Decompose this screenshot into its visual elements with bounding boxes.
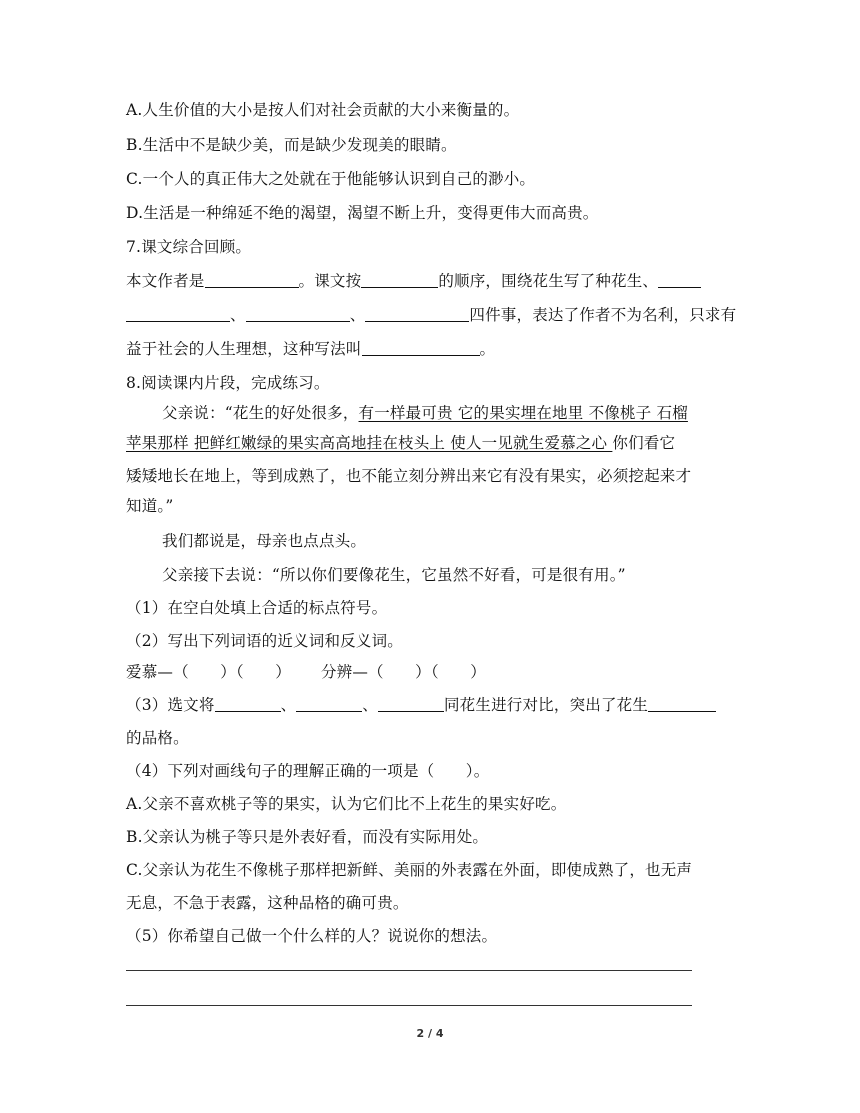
passage-line-6: 父亲接下去说：“所以你们要像花生，它虽然不好看，可是很有用。”: [162, 566, 626, 584]
subquestion-2: （2）写出下列词语的近义词和反义词。: [126, 632, 403, 650]
word-aimu: 爱慕—（ ）（ ）: [126, 663, 291, 681]
event-blank-1[interactable]: [658, 272, 701, 288]
underlined-sentence-part-1: 有一样最可贵 它的果实埋在地里 不像桃子 石榴: [358, 404, 688, 422]
subquestion-4: （4）下列对画线句子的理解正确的一项是（ ）。: [126, 762, 490, 780]
question-7-line-2: 、 、 四件事，表达了作者不为名利，只求有: [126, 305, 746, 325]
compare-blank-3[interactable]: [378, 696, 444, 712]
passage-line-1: 父亲说：“花生的好处很多，有一样最可贵 它的果实埋在地里 不像桃子 石榴: [162, 404, 688, 422]
answer-line-1[interactable]: [126, 970, 692, 971]
subquestion-4-option-c-line-1: C.父亲认为花生不像桃子那样把新鲜、美丽的外表露在外面，即使成熟了，也无声: [126, 861, 693, 879]
author-blank[interactable]: [205, 272, 299, 288]
technique-blank[interactable]: [362, 340, 480, 356]
quality-blank[interactable]: [648, 696, 716, 712]
page-number: 2 / 4: [416, 1027, 444, 1040]
subquestion-4-option-a: A.父亲不喜欢桃子等的果实，认为它们比不上花生的果实好吃。: [126, 795, 567, 813]
subquestion-3-line-2: 的品格。: [126, 729, 189, 747]
order-blank[interactable]: [361, 272, 438, 288]
answer-line-2[interactable]: [126, 1005, 692, 1006]
passage-line-4: 知道。”: [126, 497, 174, 515]
passage-line-5: 我们都说是，母亲也点点头。: [162, 532, 367, 550]
passage-line-3: 矮矮地长在地上，等到成熟了，也不能立刻分辨出来它有没有果实，必须挖起来才: [126, 467, 692, 485]
option-6d: D.生活是一种绵延不绝的渴望，渴望不断上升，变得更伟大而高贵。: [126, 204, 599, 222]
compare-blank-2[interactable]: [296, 696, 362, 712]
underlined-sentence-part-2: 苹果那样 把鲜红嫩绿的果实高高地挂在枝头上 使人一见就生爱慕之心: [126, 434, 613, 452]
passage-line-2: 苹果那样 把鲜红嫩绿的果实高高地挂在枝头上 使人一见就生爱慕之心 你们看它: [126, 434, 676, 452]
compare-blank-1[interactable]: [215, 696, 281, 712]
subquestion-1: （1）在空白处填上合适的标点符号。: [126, 599, 388, 617]
option-6c: C.一个人的真正伟大之处就在于他能够认识到自己的渺小。: [126, 170, 536, 188]
subquestion-5: （5）你希望自己做一个什么样的人？说说你的想法。: [126, 927, 498, 945]
subquestion-4-option-b: B.父亲认为桃子等只是外表好看，而没有实际用处。: [126, 828, 489, 846]
event-blank-4[interactable]: [365, 306, 469, 322]
word-fenbian: 分辨—（ ）（ ）: [320, 663, 486, 681]
event-blank-3[interactable]: [246, 306, 350, 322]
event-blank-2[interactable]: [126, 306, 230, 322]
question-7-title: 7.课文综合回顾。: [126, 238, 252, 256]
subquestion-3-line-1: （3）选文将 、 、 同花生进行对比，突出了花生: [126, 695, 746, 715]
question-8-title: 8.阅读课内片段，完成练习。: [126, 374, 330, 392]
question-7-line-3: 益于社会的人生理想，这种写法叫 。: [126, 340, 496, 358]
option-6a: A.人生价值的大小是按人们对社会贡献的大小来衡量的。: [126, 101, 520, 119]
question-7-line-1: 本文作者是 。课文按 的顺序，围绕花生写了种花生、: [126, 271, 746, 291]
synonym-antonym-row: [126, 662, 746, 682]
option-6b: B.生活中不是缺少美，而是缺少发现美的眼睛。: [126, 136, 457, 154]
subquestion-4-option-c-line-2: 无息，不急于表露，这种品格的确可贵。: [126, 894, 409, 912]
